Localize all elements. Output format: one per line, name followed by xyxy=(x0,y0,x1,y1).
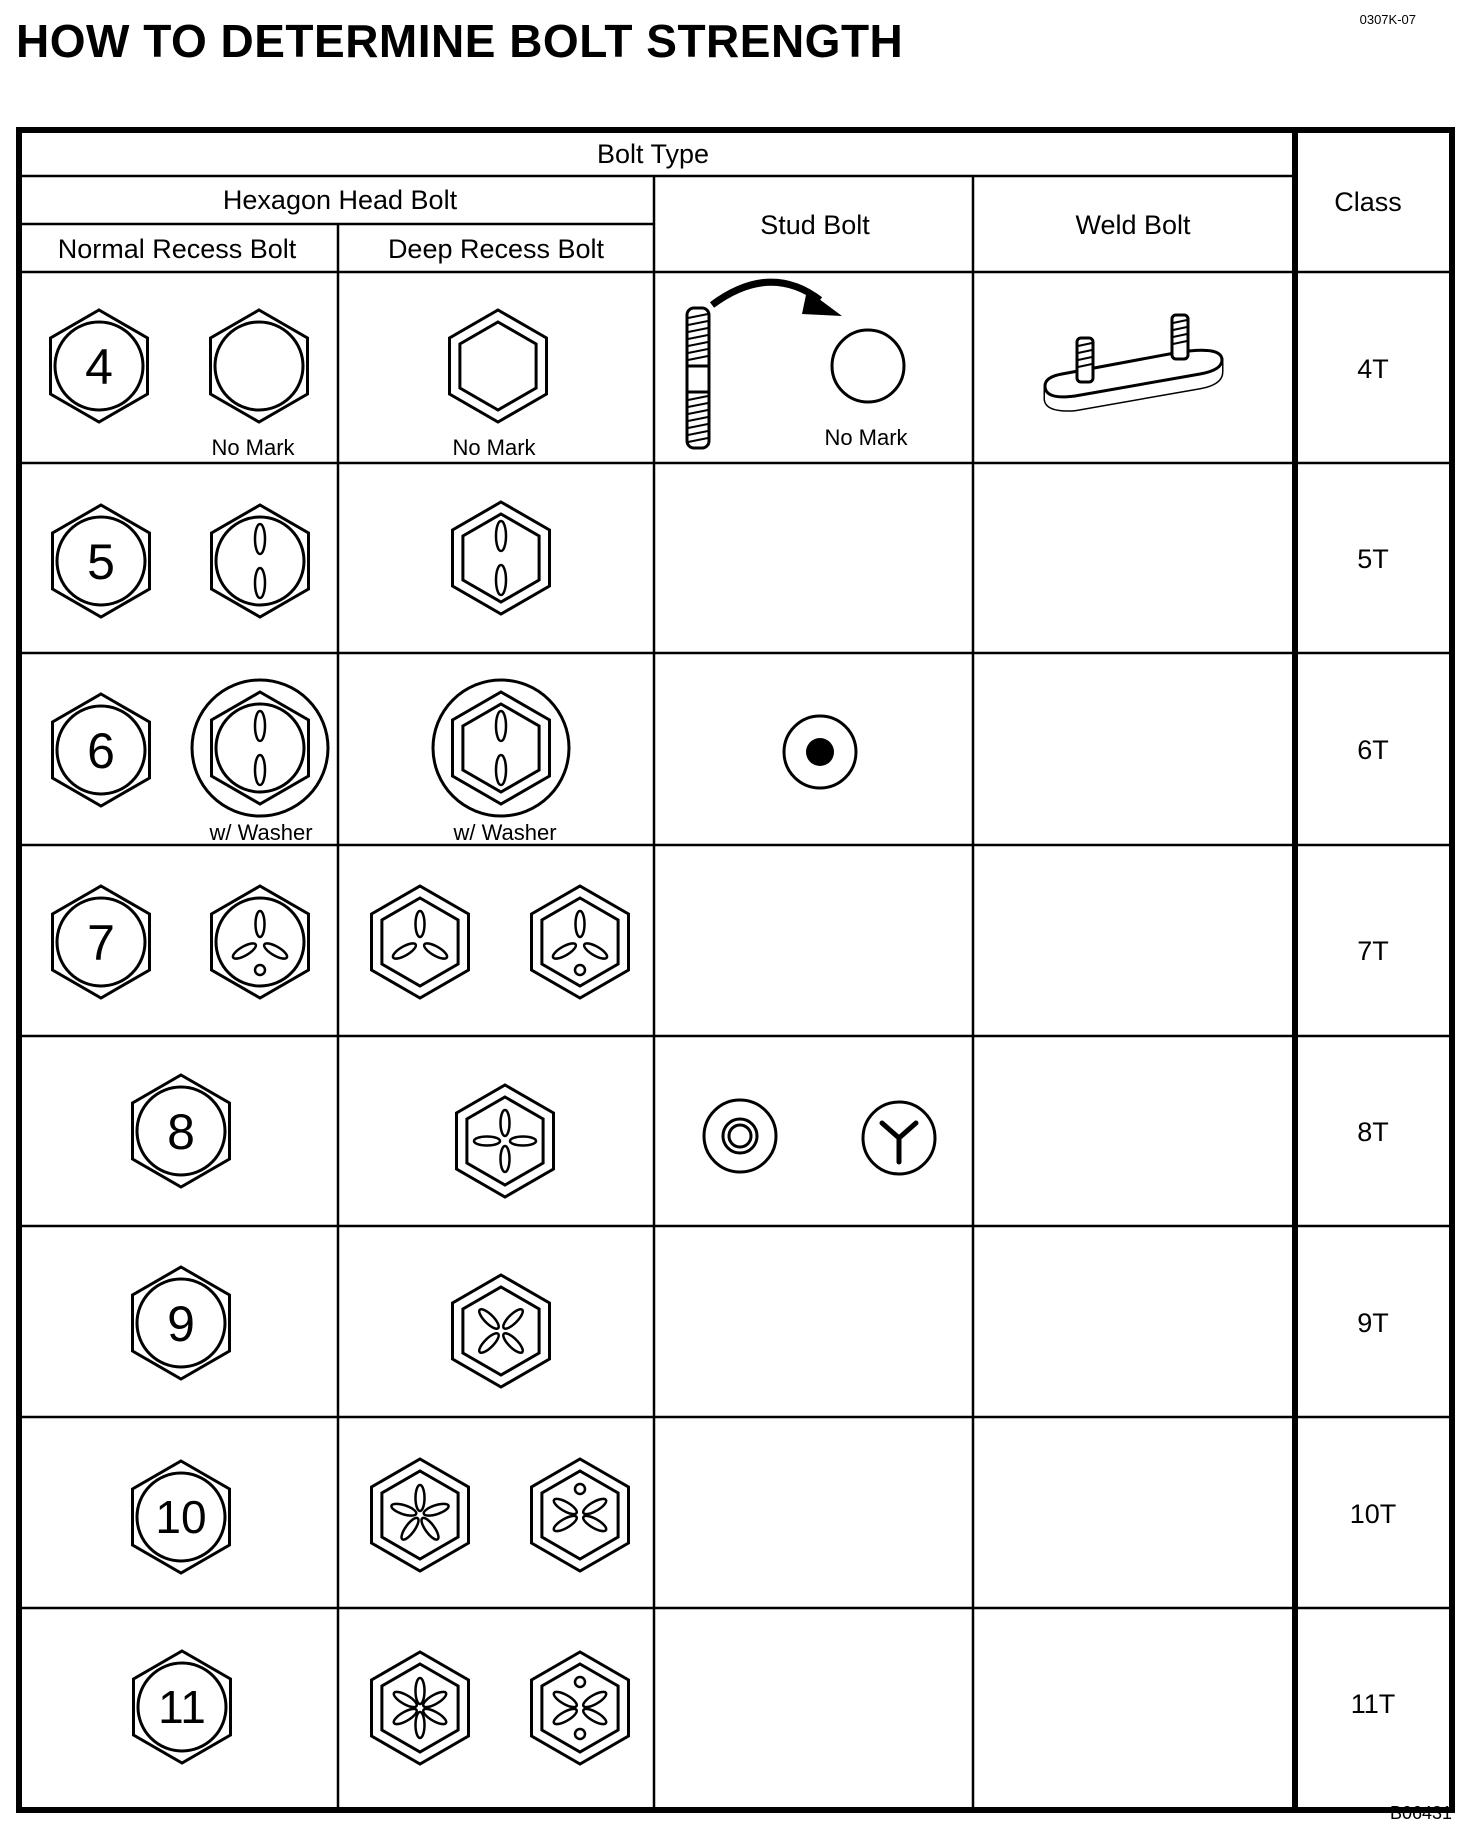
class-label: 11T xyxy=(1350,1689,1396,1719)
header-weld-bolt: Weld Bolt xyxy=(1075,210,1191,240)
washer-note: w/ Washer xyxy=(453,820,557,845)
head-number: 7 xyxy=(87,915,115,971)
weld-bolt-icon xyxy=(1045,315,1222,410)
arrow-head-icon xyxy=(802,290,842,316)
no-mark-note: No Mark xyxy=(824,425,908,450)
deep-recess-hex-icon xyxy=(532,886,629,998)
page-title: HOW TO DETERMINE BOLT STRENGTH xyxy=(16,15,904,67)
header-stud-bolt: Stud Bolt xyxy=(760,210,870,240)
class-label: 7T xyxy=(1357,936,1389,966)
document-code: 0307K-07 xyxy=(1359,12,1416,27)
head-number: 8 xyxy=(167,1104,195,1160)
class-label: 10T xyxy=(1349,1499,1397,1529)
head-number: 6 xyxy=(87,723,115,779)
deep-recess-hex-icon xyxy=(453,502,550,614)
deep-recess-hex-icon xyxy=(450,310,547,422)
figure-code: B06431 xyxy=(1389,1803,1452,1823)
numbered-hex-head-icon xyxy=(133,1267,230,1379)
header-class: Class xyxy=(1334,187,1402,217)
head-number: 9 xyxy=(167,1296,195,1352)
normal-recess-hex-icon xyxy=(212,886,309,998)
numbered-hex-head-icon xyxy=(134,1651,231,1763)
numbered-hex-head-icon xyxy=(53,886,150,998)
deep-recess-hex-icon xyxy=(372,1652,469,1764)
numbered-hex-head-icon xyxy=(51,310,148,422)
head-number: 11 xyxy=(158,1681,206,1733)
class-label: 6T xyxy=(1357,735,1389,765)
deep-recess-hex-icon xyxy=(453,1275,550,1387)
header-bolt-type: Bolt Type xyxy=(596,139,710,169)
no-mark-note: No Mark xyxy=(452,435,536,460)
head-number: 5 xyxy=(87,534,115,590)
deep-recess-hex-icon xyxy=(372,1459,469,1571)
stud-end-no-mark-icon xyxy=(832,330,904,402)
stud-end-dot-icon xyxy=(784,716,856,788)
stud-bolt-icon xyxy=(687,308,709,448)
head-number: 10 xyxy=(155,1491,207,1543)
numbered-hex-head-icon xyxy=(53,694,150,806)
numbered-hex-head-icon xyxy=(133,1075,230,1187)
head-number: 4 xyxy=(85,339,113,395)
header-hexagon-head-bolt: Hexagon Head Bolt xyxy=(222,185,458,215)
normal-recess-washer-icon xyxy=(192,680,328,816)
no-mark-note: No Mark xyxy=(211,435,295,460)
deep-recess-hex-icon xyxy=(532,1459,629,1571)
normal-recess-hex-icon xyxy=(212,505,309,617)
washer-note: w/ Washer xyxy=(209,820,313,845)
numbered-hex-head-icon xyxy=(133,1461,230,1573)
header-normal-recess-bolt: Normal Recess Bolt xyxy=(57,234,297,264)
deep-recess-hex-icon xyxy=(532,1652,629,1764)
header-deep-recess-bolt: Deep Recess Bolt xyxy=(387,234,605,264)
class-label: 5T xyxy=(1357,544,1389,574)
class-label: 4T xyxy=(1357,354,1389,384)
class-label: 9T xyxy=(1357,1308,1389,1338)
stud-end-double-circle-icon xyxy=(704,1100,776,1172)
arrow-icon xyxy=(712,282,820,305)
deep-recess-washer-icon xyxy=(433,680,569,816)
class-label: 8T xyxy=(1357,1117,1389,1147)
deep-recess-hex-icon xyxy=(457,1085,554,1197)
normal-recess-hex-icon xyxy=(211,310,308,422)
deep-recess-hex-icon xyxy=(372,886,469,998)
numbered-hex-head-icon xyxy=(53,505,150,617)
stud-end-y-mark-icon xyxy=(863,1102,935,1174)
